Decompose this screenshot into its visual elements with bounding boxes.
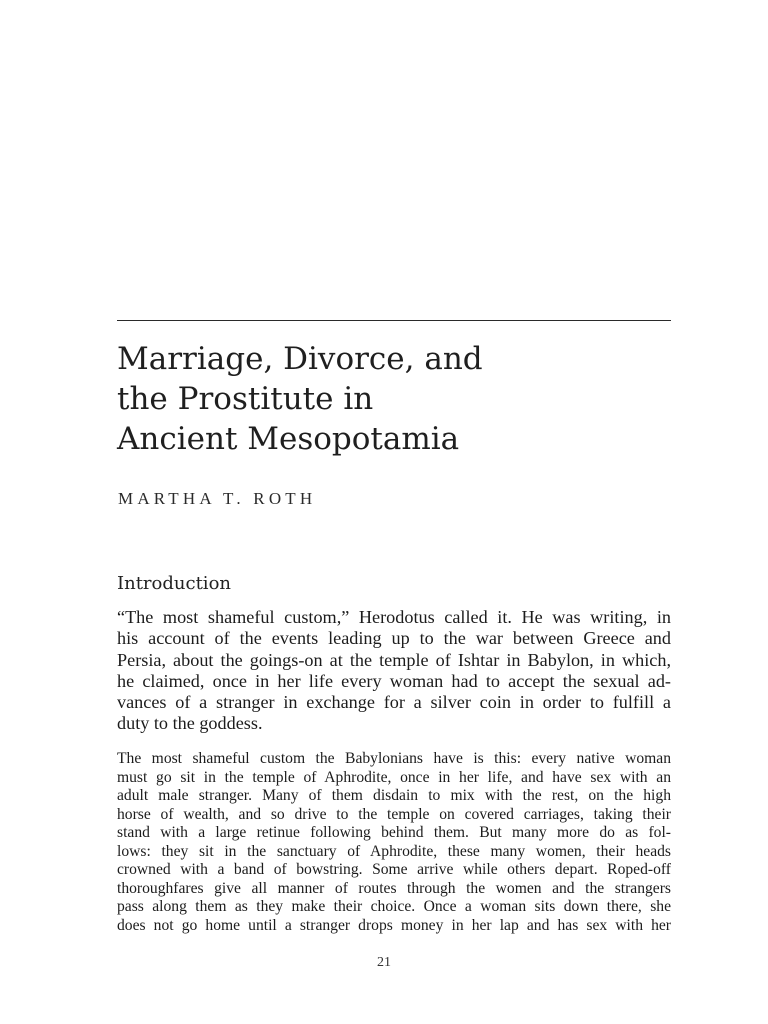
quote-line: adult male stranger. Many of them disdain to mix with the rest, on the high xyxy=(117,787,671,804)
quote-line: crowned with a band of bowstring. Some arrive while others depart. Roped-off xyxy=(117,861,671,878)
paragraph-line: duty to the goddess. xyxy=(117,713,263,734)
paragraph-line: Persia, about the goings-on at the temple of Ishtar in Babylon, in which, xyxy=(117,649,671,670)
quote-line: lows: they sit in the sanctuary of Aphrodite, these many women, their heads xyxy=(117,842,671,860)
quote-line: The most shameful custom the Babylonians have is this: every native woman xyxy=(117,750,671,767)
chapter-title-line: Ancient Mesopotamia xyxy=(117,421,460,457)
chapter-author: MARTHA T. ROTH xyxy=(118,489,317,508)
paragraph-line: vances of a stranger in exchange for a silver coin in order to fulfill a xyxy=(117,692,671,713)
quote-line: must go sit in the temple of Aphrodite, once in her life, and have sex with an xyxy=(117,768,671,786)
quote-line: does not go home until a stranger drops money in her lap and has sex with her xyxy=(117,916,671,934)
quote-line: thoroughfares give all manner of routes through the women and the strangers xyxy=(117,879,671,897)
section-heading: Introduction xyxy=(117,573,231,594)
chapter-title xyxy=(117,339,671,459)
quote-line: stand with a large retinue following behind them. But many more do as fol- xyxy=(117,824,671,841)
chapter-title-line: the Prostitute in xyxy=(117,381,374,417)
paragraph-line: he claimed, once in her life every woman had to accept the sexual ad- xyxy=(117,670,671,691)
quote-line: pass along them as they make their choice. Once a woman sits down there, she xyxy=(117,898,671,915)
paragraph-line: “The most shameful custom,” Herodotus called it. He was writing, in xyxy=(117,607,671,627)
paragraph-line: his account of the events leading up to the war between Greece and xyxy=(117,628,671,649)
quote-line: horse of wealth, and so drive to the temple on covered carriages, taking their xyxy=(117,805,671,823)
block-quote xyxy=(117,750,671,935)
page-number: 21 xyxy=(377,955,391,970)
chapter-rule xyxy=(117,320,671,321)
intro-paragraph xyxy=(117,607,671,735)
chapter-title-line: Marriage, Divorce, and xyxy=(117,341,483,377)
